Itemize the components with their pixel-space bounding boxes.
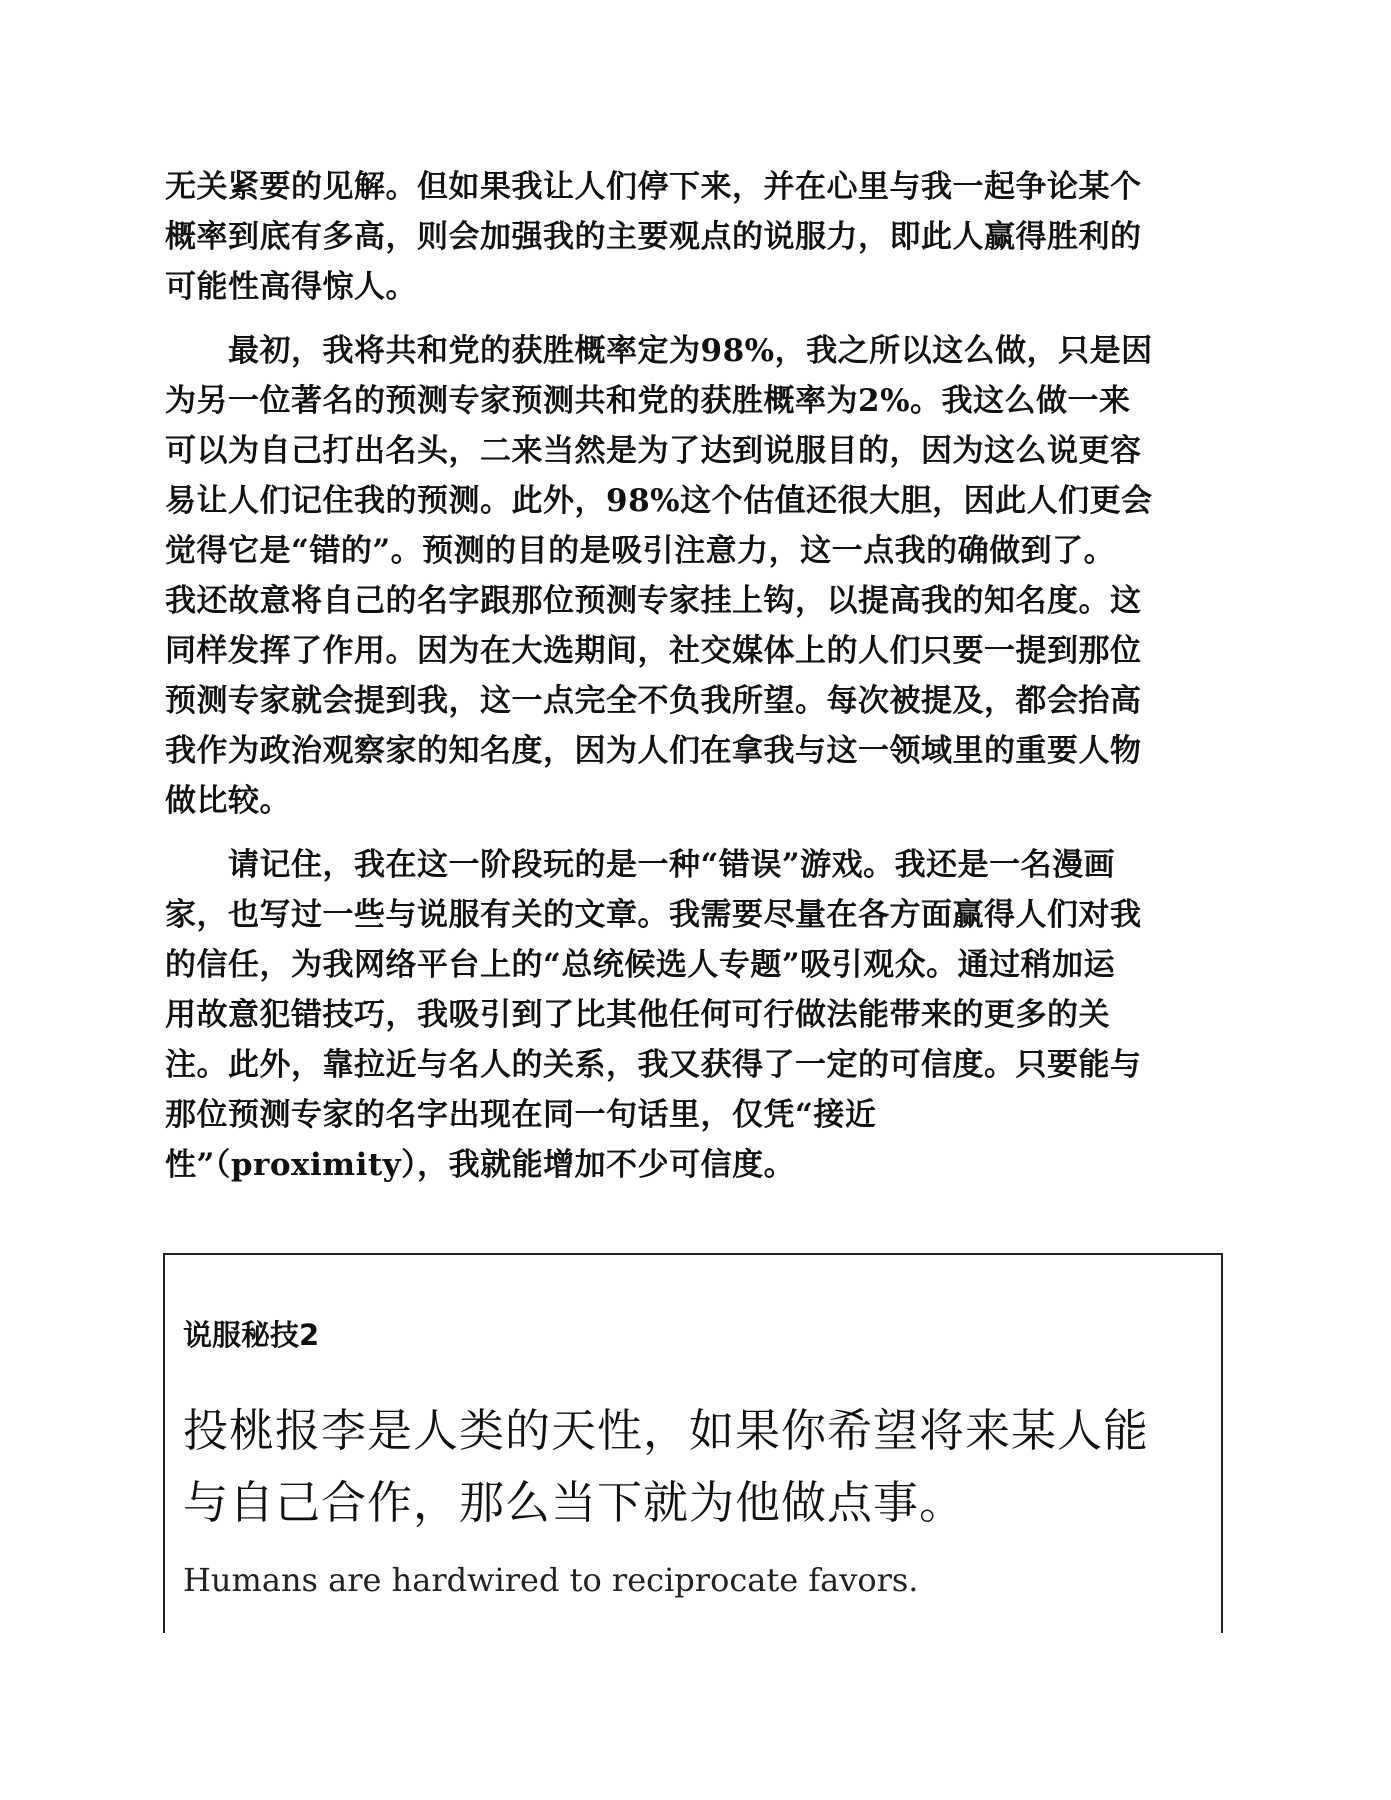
paragraph-2-line: 觉得它是“错的”。预测的目的是吸引注意力，这一点我的确做到了。 bbox=[165, 533, 1116, 569]
paragraph-2-line: 做比较。 bbox=[165, 783, 291, 819]
body-text bbox=[165, 162, 1233, 1190]
paragraph-3-line: 那位预测专家的名字出现在同一句话里，仅凭“接近 bbox=[165, 1097, 877, 1133]
paragraph-gap bbox=[165, 826, 1233, 840]
paragraph-2-line: 为另一位著名的预测专家预测共和党的获胜概率为2%。我这么做一来 bbox=[165, 383, 1131, 419]
paragraph-1-line: 无关紧要的见解。但如果我让人们停下来，并在心里与我一起争论某个 bbox=[165, 169, 1142, 205]
paragraph-3-line: 家，也写过一些与说服有关的文章。我需要尽量在各方面赢得人们对我 bbox=[165, 897, 1142, 933]
paragraph-2-line: 我作为政治观察家的知名度，因为人们在拿我与这一领域里的重要人物 bbox=[165, 733, 1142, 769]
paragraph-3-line: 注。此外，靠拉近与名人的关系，我又获得了一定的可信度。只要能与 bbox=[165, 1047, 1142, 1083]
tip-box-headline-line: 投桃报李是人类的天性，如果你希望将来某人能 bbox=[183, 1404, 1150, 1457]
tip-box-label: 说服秘技2 bbox=[183, 1318, 320, 1352]
paragraph-1-line: 概率到底有多高，则会加强我的主要观点的说服力，即此人赢得胜利的 bbox=[165, 219, 1142, 255]
paragraph-gap bbox=[165, 312, 1233, 326]
paragraph-2-line: 同样发挥了作用。因为在大选期间，社交媒体上的人们只要一提到那位 bbox=[165, 633, 1142, 669]
paragraph-3-line: 请记住，我在这一阶段玩的是一种“错误”游戏。我还是一名漫画 bbox=[165, 847, 1116, 883]
tip-box bbox=[163, 1253, 1223, 1633]
paragraph-3-line: 用故意犯错技巧，我吸引到了比其他任何可行做法能带来的更多的关 bbox=[165, 997, 1110, 1033]
paragraph-2-line: 可以为自己打出名头，二来当然是为了达到说服目的，因为这么说更容 bbox=[165, 433, 1142, 469]
paragraph-3-line: 性”（proximity），我就能增加不少可信度。 bbox=[165, 1147, 796, 1183]
paragraph-2-line: 易让人们记住我的预测。此外，98%这个估值还很大胆，因此人们更会 bbox=[165, 483, 1153, 519]
paragraph-2-line: 最初，我将共和党的获胜概率定为98%，我之所以这么做，只是因 bbox=[165, 333, 1153, 369]
paragraph-2-line: 我还故意将自己的名字跟那位预测专家挂上钩，以提高我的知名度。这 bbox=[165, 583, 1142, 619]
tip-box-headline bbox=[183, 1395, 1149, 1539]
paragraph-2-line: 预测专家就会提到我，这一点完全不负我所望。每次被提及，都会抬高 bbox=[165, 683, 1142, 719]
paragraph-3-line: 的信任，为我网络平台上的“总统候选人专题”吸引观众。通过稍加运 bbox=[165, 947, 1116, 983]
tip-box-subtitle: Humans are hardwired to reciprocate favors. bbox=[183, 1561, 919, 1599]
tip-box-headline-line: 与自己合作，那么当下就为他做点事。 bbox=[183, 1476, 966, 1529]
paragraph-1-line: 可能性高得惊人。 bbox=[165, 269, 417, 305]
